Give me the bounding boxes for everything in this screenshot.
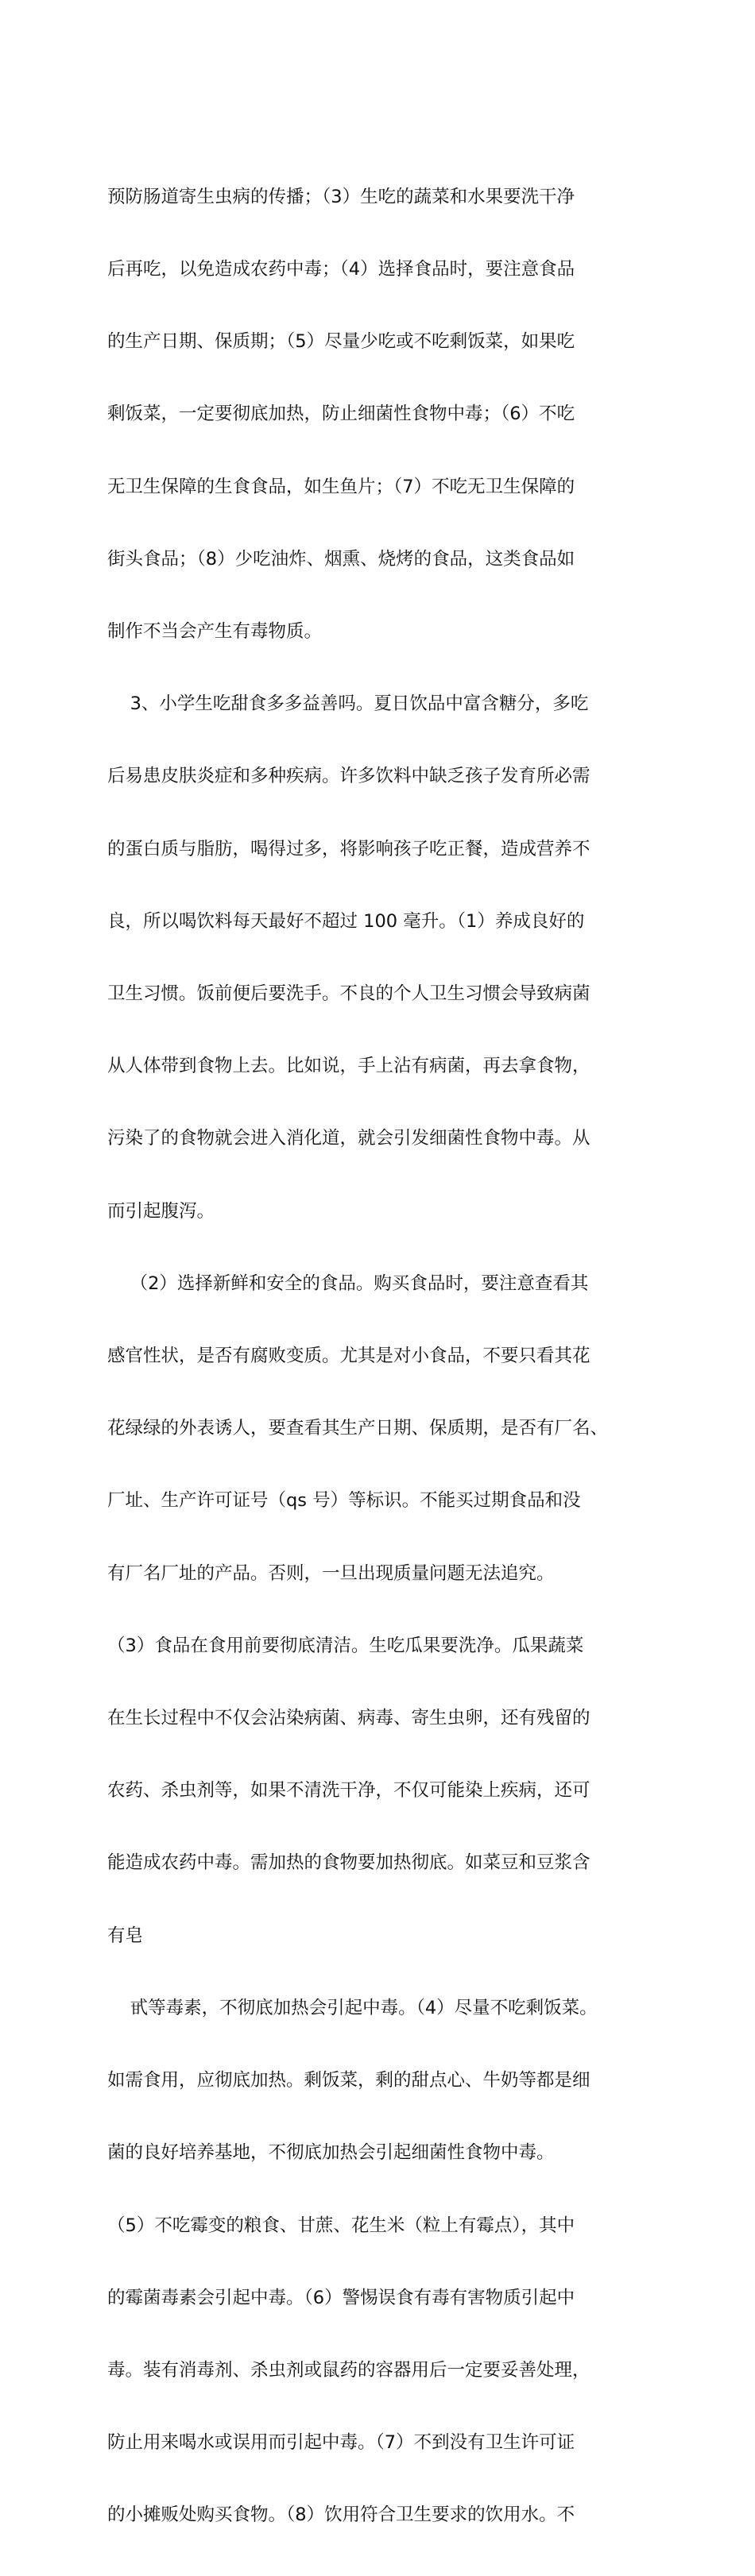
text-line: 而引起腹泻。 (107, 1200, 215, 1222)
text-line: 后易患皮肤炎症和多种疾病。许多饮料中缺乏孩子发育所必需 (107, 766, 590, 787)
text-line: 如需食用，应彻底加热。剩饭菜，剩的甜点心、牛奶等都是细 (107, 2070, 590, 2091)
text-line: 有厂名厂址的产品。否则，一旦出现质量问题无法追究。 (107, 1562, 555, 1584)
text-line: （2）选择新鲜和安全的食品。购买食品时，要注意查看其 (107, 1273, 589, 1294)
text-line: 后再吃，以免造成农药中毒；（4）选择食品时，要注意食品 (107, 259, 575, 280)
text-line: 感官性状，是否有腐败变质。尤其是对小食品，不要只看其花 (107, 1346, 590, 1367)
text-line: 剩饭菜，一定要彻底加热，防止细菌性食物中毒；（6）不吃 (107, 404, 575, 425)
text-line: 农药、杀虫剂等，如果不清洗干净，不仅可能染上疾病，还可 (107, 1780, 590, 1802)
body-text (107, 137, 680, 2576)
text-line: 的蛋白质与脂肪，喝得过多，将影响孩子吃正餐，造成营养不 (107, 838, 590, 859)
text-line: 厂址、生产许可证号（qs 号）等标识。不能买过期食品和没 (107, 1490, 581, 1512)
text-line: （3）食品在食用前要彻底清洁。生吃瓜果要洗净。瓜果蔬菜 (107, 1635, 584, 1656)
text-line: 预防肠道寄生虫病的传播；（3）生吃的蔬菜和水果要洗干净 (107, 186, 575, 207)
text-line: 毒。装有消毒剂、杀虫剂或鼠药的容器用后一定要妥善处理， (107, 2359, 590, 2381)
text-line: 的生产日期、保质期；（5）尽量少吃或不吃剩饭菜，如果吃 (107, 331, 575, 353)
text-line: 3、小学生吃甜食多多益善吗。夏日饮品中富含糖分，多吃 (107, 693, 589, 715)
text-line: 无卫生保障的生食食品，如生鱼片；（7）不吃无卫生保障的 (107, 476, 575, 497)
text-line: 在生长过程中不仅会沾染病菌、病毒、寄生虫卵，还有残留的 (107, 1708, 590, 1729)
text-line: 卫生习惯。饭前便后要洗手。不良的个人卫生习惯会导致病菌 (107, 983, 590, 1005)
text-line: 的小摊贩处购买食物。（8）饮用符合卫生要求的饮用水。不 (107, 2505, 575, 2526)
text-line: 从人体带到食物上去。比如说，手上沾有病菌，再去拿食物， (107, 1056, 590, 1077)
text-line: 菌的良好培养基地，不彻底加热会引起细菌性食物中毒。 (107, 2142, 555, 2164)
text-line: 良，所以喝饮料每天最好不超过 100 毫升。（1）养成良好的 (107, 910, 585, 932)
text-line: 防止用来喝水或误用而引起中毒。（7）不到没有卫生许可证 (107, 2432, 575, 2454)
text-line: 甙等毒素，不彻底加热会引起中毒。（4）尽量不吃剩饭菜。 (107, 1997, 598, 2018)
text-line: 污染了的食物就会进入消化道，就会引发细菌性食物中毒。从 (107, 1128, 590, 1149)
text-line: （5）不吃霉变的粮食、甘蔗、花生米（粒上有霉点），其中 (107, 2215, 575, 2236)
text-line: 街头食品；（8）少吃油炸、烟熏、烧烤的食品，这类食品如 (107, 548, 575, 570)
text-line: 能造成农药中毒。需加热的食物要加热彻底。如菜豆和豆浆含 (107, 1852, 590, 1874)
text-line: 花绿绿的外表诱人，要查看其生产日期、保质期，是否有厂名、 (107, 1418, 609, 1439)
text-line: 制作不当会产生有毒物质。 (107, 621, 323, 643)
text-line: 的霉菌毒素会引起中毒。（6）警惕误食有毒有害物质引起中 (107, 2287, 575, 2308)
text-line: 有皂 (107, 1925, 144, 1946)
